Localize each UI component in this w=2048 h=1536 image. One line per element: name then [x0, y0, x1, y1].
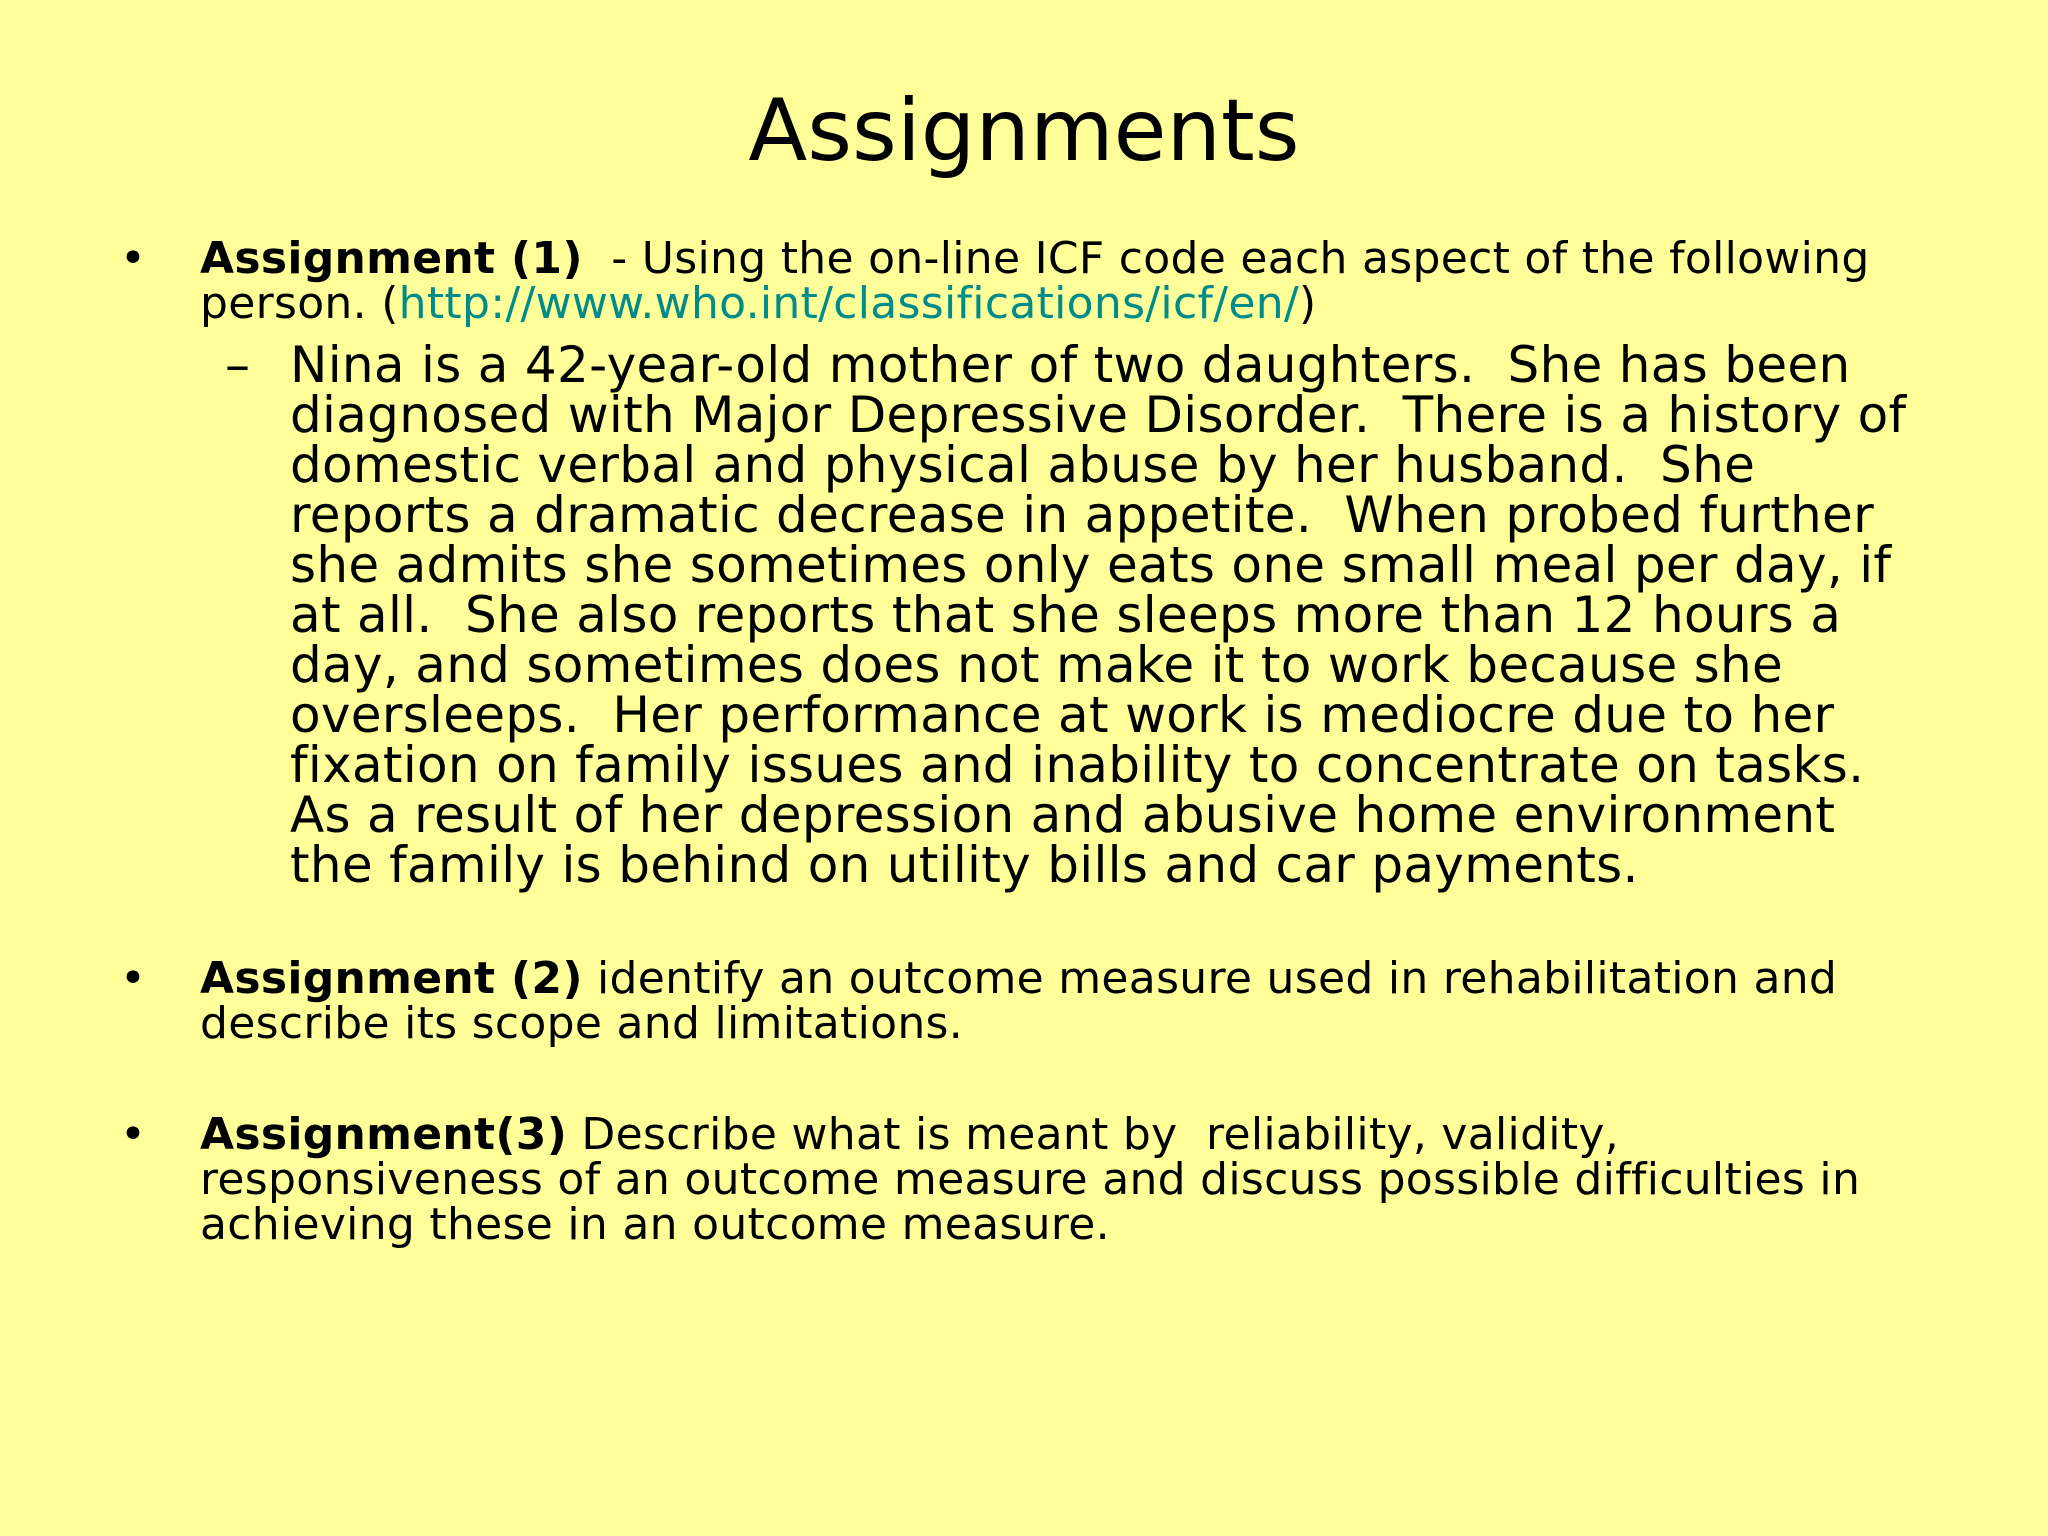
assignment-3-item — [120, 1109, 1940, 1250]
assignment-2-text — [200, 953, 1940, 1049]
assignment-1-text — [200, 233, 1940, 329]
bullet-icon: • — [120, 953, 146, 1004]
dash-icon: – — [225, 336, 250, 394]
slide-title: Assignments — [748, 81, 1300, 181]
assignment-2-description: identify an outcome measure used in rehabilitation and describe its scope and limitations. — [200, 953, 1838, 1049]
assignment-3-text — [200, 1109, 1940, 1250]
assignment-1-description: - Using the on-line ICF code each aspect of the following person. ( — [200, 233, 1884, 329]
bullet-icon: • — [120, 1109, 146, 1160]
assignment-3-label: Assignment(3) — [200, 1109, 568, 1160]
assignment-2-item — [120, 953, 1940, 1049]
assignment-3-description: Describe what is meant by reliability, validity, responsiveness of an outcome measure and discuss possible difficulties in achieving these in an outcome measure. — [200, 1109, 1875, 1250]
assignment-1-item — [120, 233, 1940, 329]
case-description-text: Nina is a 42-year-old mother of two daughters. She has been diagnosed with Major Depressive Disorder. There is a history of domestic verbal and physical abuse by her husband. She reports a dramatic decrease in appetite. When probed further she admits she sometimes only eats one small meal per day, if at all. She also reports that she sleeps more than 12 hours a day, and sometimes does not make it to work because she oversleeps. Her performance at work is mediocre due to her fixation on family issues and inability to concentrate on tasks. As a result of her depression and abusive home environment the family is behind on utility bills and car payments. — [290, 336, 1923, 894]
icf-link[interactable]: http://www.who.int/classifications/icf/en/ — [398, 278, 1300, 329]
assignment-1-closing-paren: ) — [1299, 278, 1317, 329]
case-description-item — [225, 336, 1925, 894]
assignment-2-label: Assignment (2) — [200, 953, 583, 1004]
assignment-1-label: Assignment (1) — [200, 233, 583, 284]
bullet-icon: • — [120, 233, 146, 284]
